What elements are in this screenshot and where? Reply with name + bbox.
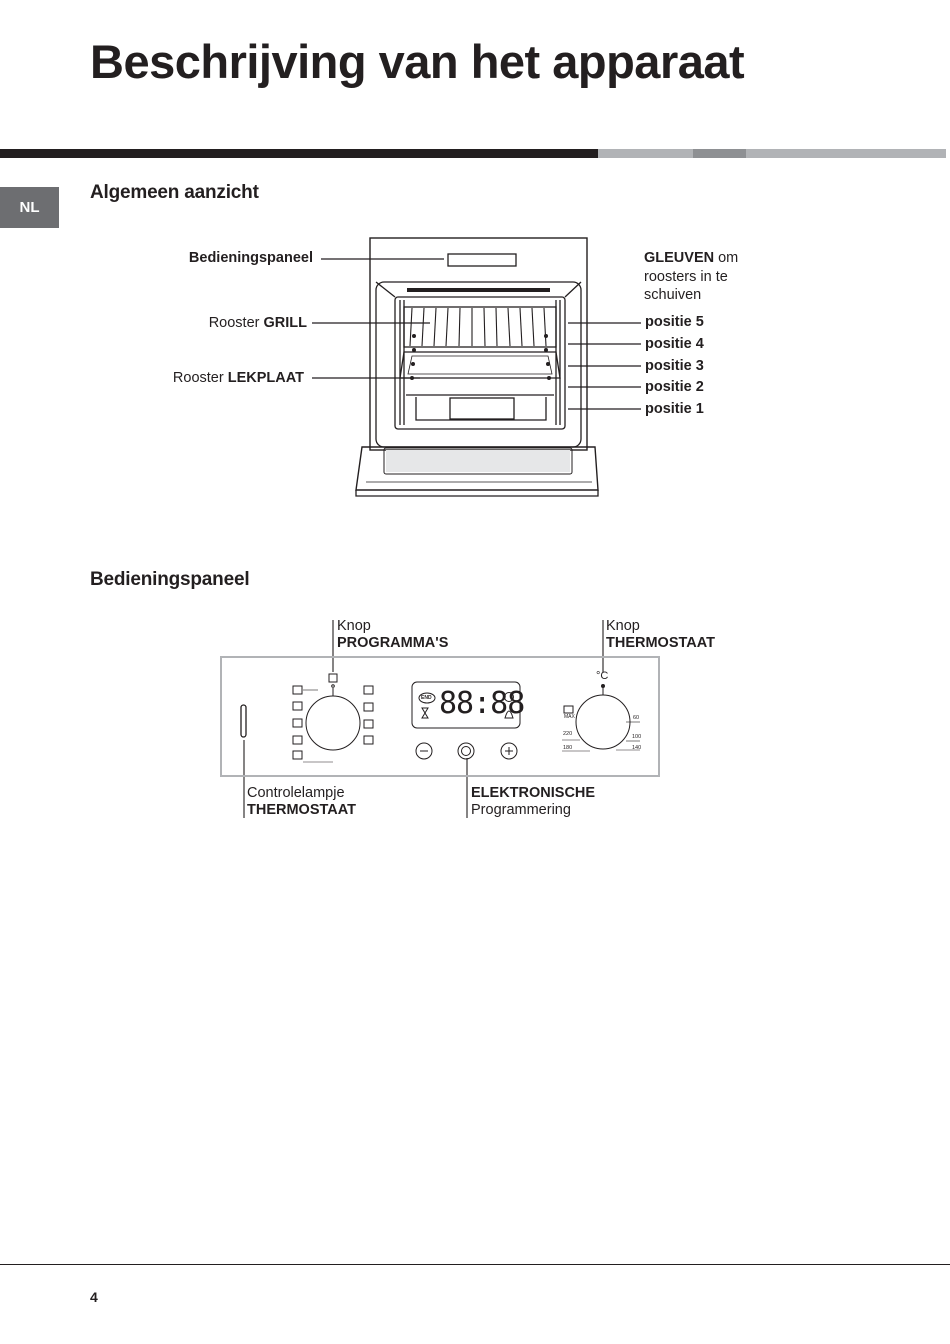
page-title: Beschrijving van het apparaat xyxy=(90,35,745,88)
thermostat-mark-max: MAX xyxy=(564,714,575,720)
label-grill-prefix: Rooster xyxy=(208,315,264,331)
label-slots-line3: schuiven xyxy=(644,287,702,303)
label-position-3: positie 3 xyxy=(645,358,704,374)
label-electronic-programming xyxy=(471,785,595,819)
label-control-panel: Bedieningspaneel xyxy=(188,250,313,266)
label-slots-bold: GLEUVEN xyxy=(644,250,715,266)
label-grill-rack xyxy=(150,315,307,332)
thermostat-mark-100: 100 xyxy=(632,734,642,740)
thermostat-mark-60: 60 xyxy=(633,715,640,721)
control-panel-display xyxy=(448,254,516,266)
label-electronic-programming-line1: ELEKTRONISCHE xyxy=(471,785,596,801)
label-thermostat-knob-line1: Knop xyxy=(606,618,640,634)
overview-heading: Algemeen aanzicht xyxy=(90,182,259,203)
label-drip-tray xyxy=(130,370,304,387)
label-drip-prefix: Rooster xyxy=(172,370,228,386)
footer-rule xyxy=(0,1264,950,1265)
display-digits: 88:88 xyxy=(439,686,525,721)
label-thermostat-lamp-line2: THERMOSTAAT xyxy=(247,802,357,818)
page-number: 4 xyxy=(90,1289,98,1305)
label-programs-knob xyxy=(337,618,448,652)
label-thermostat-lamp xyxy=(247,785,356,819)
label-programs-knob-line1: Knop xyxy=(337,618,371,634)
display-end-label: END xyxy=(421,695,432,701)
label-slots-line1: om xyxy=(714,250,739,266)
thermostat-mark-220: 220 xyxy=(563,731,573,737)
label-slots xyxy=(644,249,738,305)
label-thermostat-knob-line2: THERMOSTAAT xyxy=(606,635,716,651)
language-tab: NL xyxy=(0,187,59,228)
oven-body xyxy=(370,238,587,450)
label-position-2: positie 2 xyxy=(645,379,704,395)
label-programs-knob-line2: PROGRAMMA'S xyxy=(337,635,449,651)
label-electronic-programming-line2: Programmering xyxy=(471,802,571,818)
oven-drawing xyxy=(0,0,950,560)
thermostat-mark-180: 180 xyxy=(563,745,573,751)
label-slots-line2: roosters in te xyxy=(644,268,728,285)
label-position-5: positie 5 xyxy=(645,314,704,330)
label-thermostat-lamp-line1: Controlelampje xyxy=(247,785,345,801)
label-position-4: positie 4 xyxy=(645,336,704,352)
label-drip-bold: LEKPLAAT xyxy=(227,370,304,386)
thermostat-mark-140: 140 xyxy=(632,745,642,751)
label-thermostat-knob xyxy=(606,618,715,652)
label-grill-bold: GRILL xyxy=(263,315,307,331)
control-panel-heading: Bedieningspaneel xyxy=(90,569,250,590)
thermostat-unit: °C xyxy=(596,670,609,682)
label-position-1: positie 1 xyxy=(645,401,704,417)
